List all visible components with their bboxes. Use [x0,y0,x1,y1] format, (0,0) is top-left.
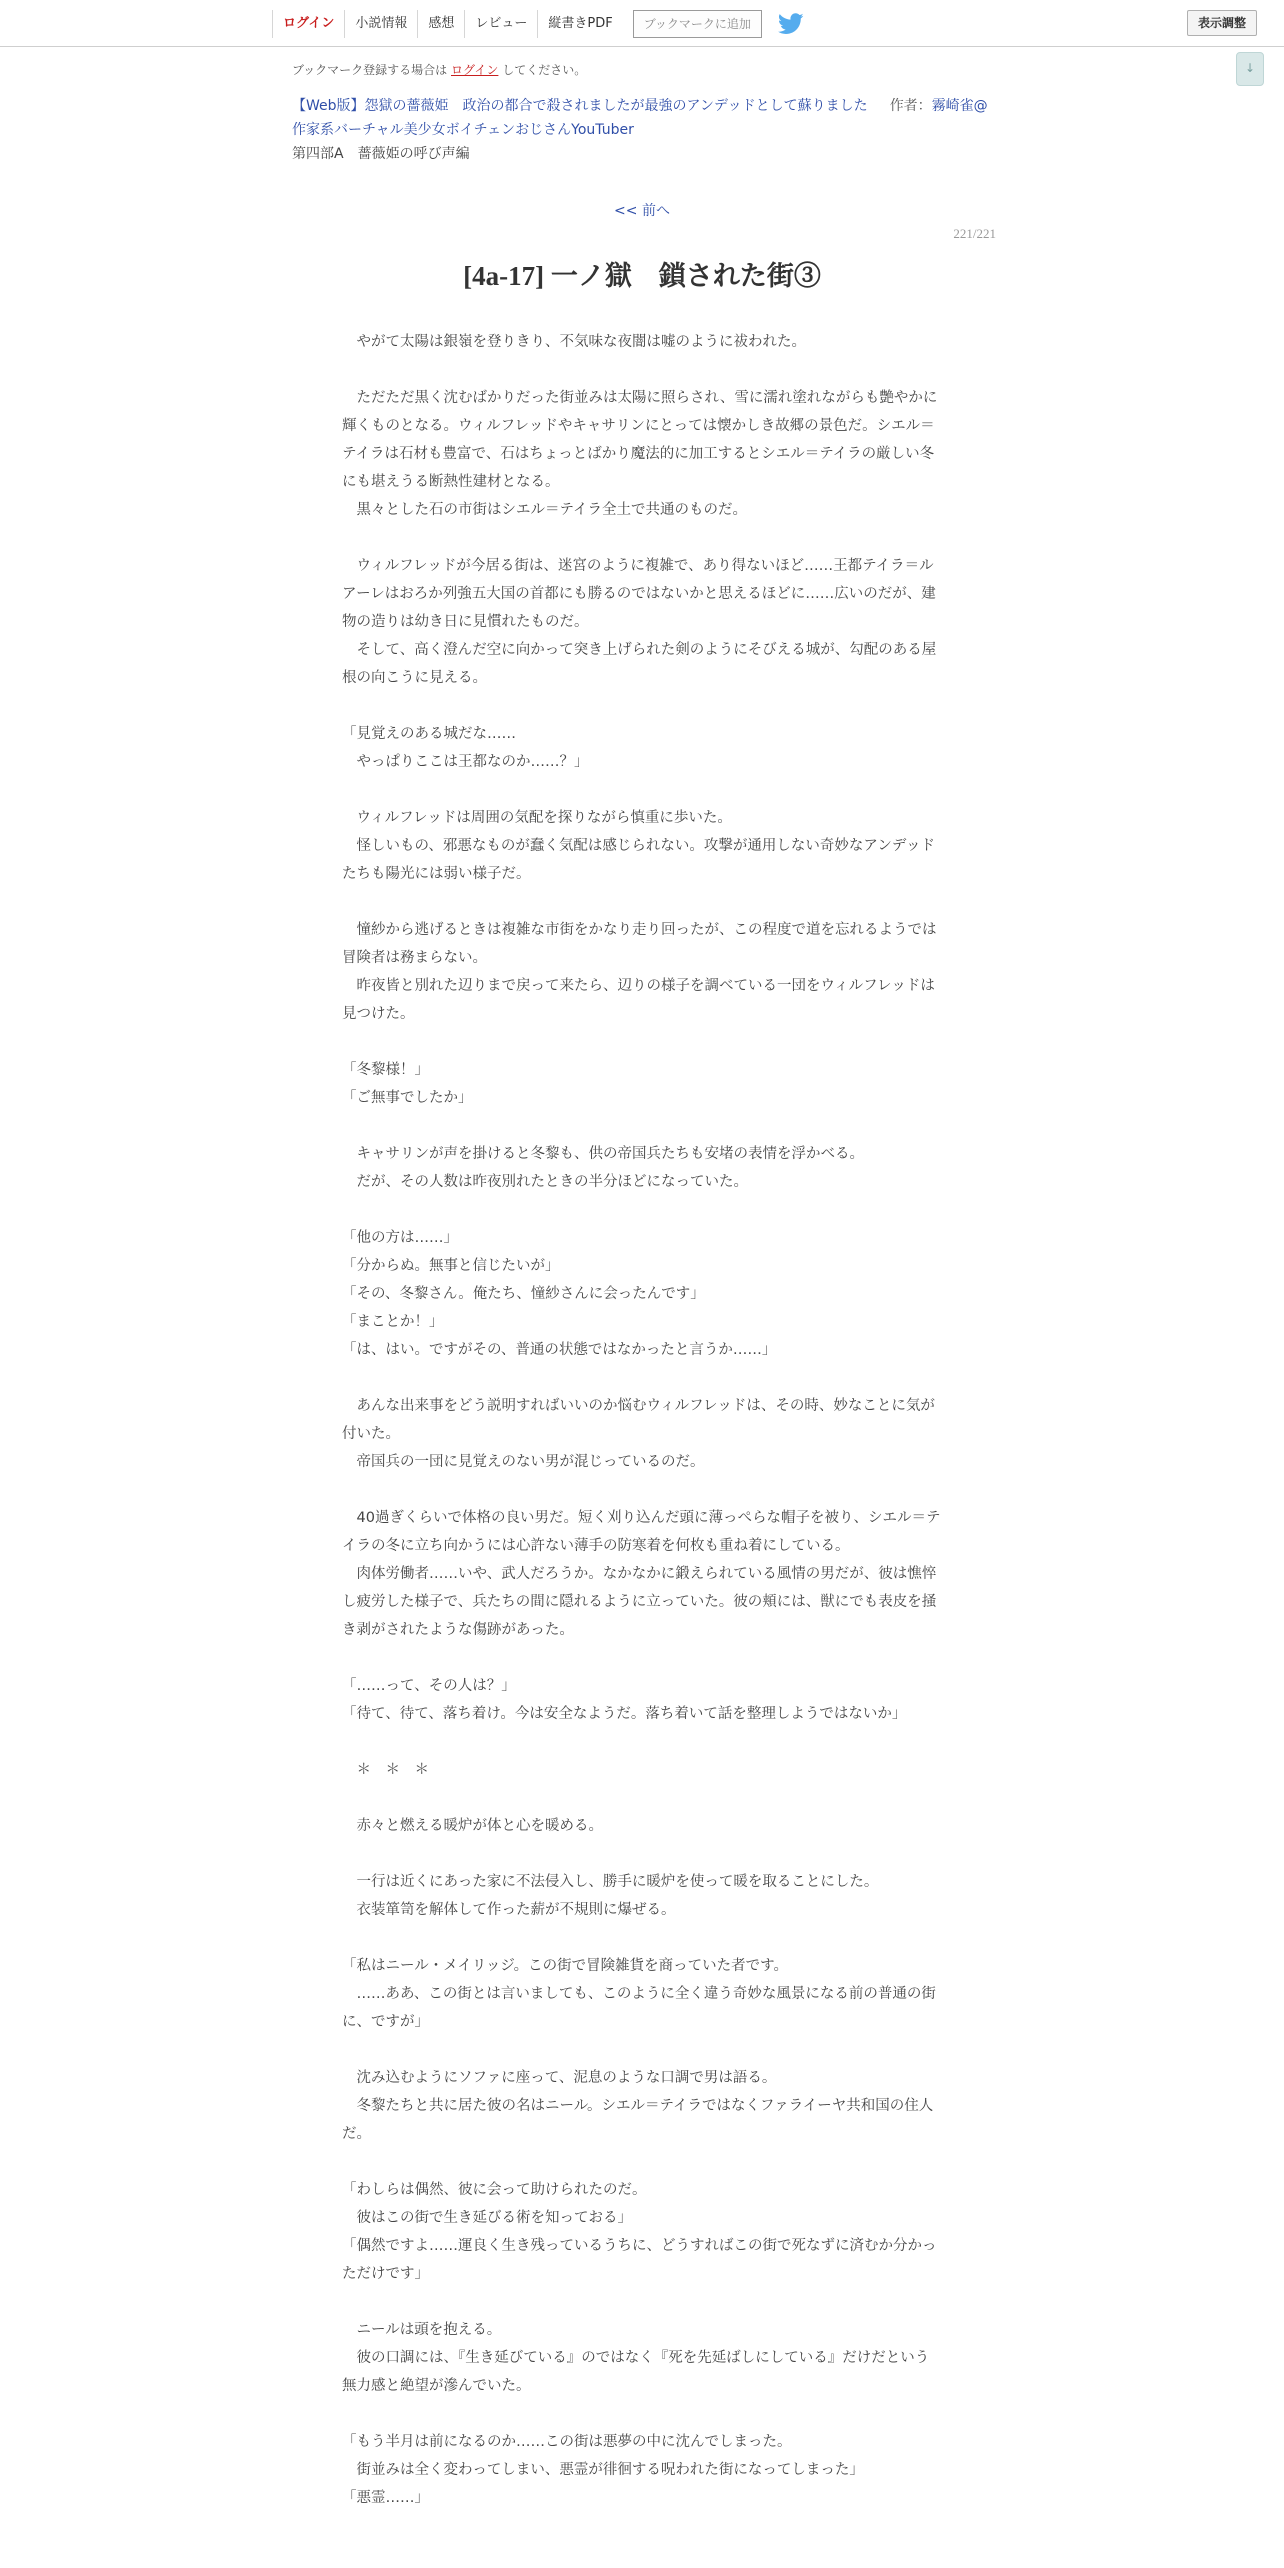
blank-line [342,1364,942,1392]
twitter-bird-icon[interactable] [778,13,804,35]
body-paragraph: ウィルフレッドは周囲の気配を探りながら慎重に歩いた。 [342,810,732,826]
body-paragraph: ……ああ、この街とは言いましても、このように全く違う奇妙な風景になる前の普通の街に、ですが」 [342,1986,936,2030]
body-paragraph: 「見覚えのある城だな…… [342,726,516,742]
body-paragraph: 彼はこの街で生き延びる術を知っておる」 [342,2210,632,2226]
nav-vertical-pdf[interactable]: 縦書きPDF [537,10,622,38]
novel-body [342,328,942,2512]
blank-line [342,2036,942,2064]
body-paragraph: ウィルフレッドが今居る街は、迷宮のように複雑で、あり得ないほど……王都テイラ＝ルアーレはおろか列強五大国の首都にも勝るのではないかと思えるほどに……広いのだが、建物の造りは幼き日に見慣れたものだ。 [342,558,936,630]
scroll-down-button[interactable]: ↓ [1236,52,1264,86]
notice-login-link[interactable]: ログイン [451,63,499,77]
body-paragraph: 「冬黎様！」 [342,1062,429,1078]
body-paragraph: やっぱりここは王都なのか……？」 [342,754,589,770]
author-link[interactable]: 霧崎雀@ [931,98,988,114]
body-paragraph: 「わしらは偶然、彼に会って助けられたのだ。 [342,2182,647,2198]
author-link-continued[interactable]: 作家系バーチャル美少女ボイチェンおじさんYouTuber [292,122,634,138]
author-label: 作者： [889,98,932,114]
body-paragraph: 「私はニール・メイリッジ。この街で冒険雑貨を商っていた者です。 [342,1958,789,1974]
body-paragraph: 40過ぎくらいで体格の良い男だ。短く刈り込んだ頭に薄っぺらな帽子を被り、シエル＝テイラの冬に立ち向かうには心許ない薄手の防寒着を何枚も重ね着にしている。 [342,1510,941,1554]
nav-impressions[interactable]: 感想 [417,10,464,38]
series-info [292,94,992,142]
novel-meta [292,60,992,166]
body-paragraph: だが、その人数は昨夜別れたときの半分ほどになっていた。 [342,1174,748,1190]
body-paragraph: 沈み込むようにソファに座って、泥息のような口調で男は語る。 [342,2070,777,2086]
body-paragraph: ただただ黒く沈むばかりだった街並みは太陽に照らされ、雪に濡れ塗れながらも艶やかに輝くものとなる。ウィルフレッドやキャサリンにとっては懐かしき故郷の景色だ。シエル＝テイラは石材も豊富で、石はちょっとばかり魔法的に加工するとシエル＝テイラの厳しい冬にも堪えうる断熱性建材となる。 [342,390,938,490]
blank-line [342,1728,942,1756]
body-paragraph: キャサリンが声を掛けると冬黎も、供の帝国兵たちも安堵の表情を浮かべる。 [342,1146,864,1162]
body-paragraph: 街並みは全く変わってしまい、悪霊が徘徊する呪われた街になってしまった」 [342,2462,864,2478]
body-paragraph: 「その、冬黎さん。俺たち、憧紗さんに会ったんです」 [342,1286,705,1302]
body-paragraph: 「もう半月は前になるのか……この街は悪夢の中に沈んでしまった。 [342,2434,792,2450]
blank-line [342,1924,942,1952]
nav-login[interactable]: ログイン [272,10,344,38]
body-paragraph: 黒々とした石の市街はシエル＝テイラ全土で共通のものだ。 [342,502,747,518]
blank-line [342,1476,942,1504]
chapter-counter: 221/221 [953,226,996,241]
blank-line [342,776,942,804]
top-header [0,0,1284,47]
body-paragraph: 「偶然ですよ……運良く生き残っているうちに、どうすればこの街で死なずに済むか分かっただけです」 [342,2238,937,2282]
body-paragraph: 「は、はい。ですがその、普通の状態ではなかったと言うか……」 [342,1342,777,1358]
blank-line [342,524,942,552]
body-paragraph: 「分からぬ。無事と信じたいが」 [342,1258,560,1274]
display-settings-button[interactable]: 表示調整 [1187,10,1257,36]
body-paragraph: 「……って、その人は？」 [342,1678,516,1694]
body-paragraph: 一行は近くにあった家に不法侵入し、勝手に暖炉を使って暖を取ることにした。 [342,1874,879,1890]
blank-line [342,2288,942,2316]
body-paragraph: あんな出来事をどう説明すればいいのか悩むウィルフレッドは、その時、妙なことに気が付いた。 [342,1398,935,1442]
nav-reviews[interactable]: レビュー [464,10,537,38]
body-paragraph: 「まことか！」 [342,1314,444,1330]
blank-line [342,1644,942,1672]
body-paragraph: 帝国兵の一団に見覚えのない男が混じっているのだ。 [342,1454,705,1470]
notice-prefix: ブックマーク登録する場合は [292,63,448,77]
blank-line [342,888,942,916]
body-paragraph: 憧紗から逃げるときは複雑な市街をかなり走り回ったが、この程度で道を忘れるようでは冒険者は務まらない。 [342,922,937,966]
body-paragraph: そして、高く澄んだ空に向かって突き上げられた剣のようにそびえる城が、勾配のある屋根の向こうに見える。 [342,642,937,686]
nav-novel-info[interactable]: 小説情報 [344,10,417,38]
body-paragraph: ＊ ＊ ＊ [342,1762,429,1778]
chapter-group-label: 第四部A 薔薇姫の呼び声編 [292,146,470,162]
blank-line [342,1784,942,1812]
blank-line [342,2400,942,2428]
body-paragraph: 衣装箪笥を解体して作った薪が不規則に爆ぜる。 [342,1902,676,1918]
body-paragraph: 怪しいもの、邪悪なものが蠢く気配は感じられない。攻撃が通用しない奇妙なアンデッドたちも陽光には弱い様子だ。 [342,838,936,882]
blank-line [342,1112,942,1140]
bookmark-login-notice [292,60,992,80]
blank-line [342,1840,942,1868]
body-paragraph: 冬黎たちと共に居た彼の名はニール。シエル＝テイラではなくファライーヤ共和国の住人だ。 [342,2098,934,2142]
body-paragraph: 彼の口調には、『生き延びている』のではなく『死を先延ばしにしている』だけだという無力感と絶望が滲んでいた。 [342,2350,930,2394]
body-paragraph: 「待て、待て、落ち着け。今は安全なようだ。落ち着いて話を整理しようではないか」 [342,1706,907,1722]
blank-line [342,1028,942,1056]
prev-chapter-link[interactable]: << 前へ [614,203,670,219]
body-paragraph: 昨夜皆と別れた辺りまで戻って来たら、辺りの様子を調べている一団をウィルフレッドは見つけた。 [342,978,935,1022]
notice-suffix: してください。 [502,63,587,77]
chapter-title: [4a-17] 一ノ獄 鎖された街③ [463,261,821,291]
body-paragraph: ニールは頭を抱える。 [342,2322,502,2338]
body-paragraph: やがて太陽は銀嶺を登りきり、不気味な夜闇は嘘のように祓われた。 [342,334,806,350]
blank-line [342,1196,942,1224]
body-paragraph: 肉体労働者……いや、武人だろうか。なかなかに鍛えられている風情の男だが、彼は憔悴し疲労した様子で、兵たちの間に隠れるように立っていた。彼の頬には、獣にでも表皮を掻き剥がされたような傷跡があった。 [342,1566,937,1638]
header-nav [272,10,804,38]
blank-line [342,2148,942,2176]
twitter-bird-icon-graphic [778,13,804,35]
body-paragraph: 「他の方は……」 [342,1230,458,1246]
body-paragraph: 「悪霊……」 [342,2490,429,2506]
add-bookmark-button[interactable]: ブックマークに追加 [633,10,762,38]
body-paragraph: 「ご無事でしたか」 [342,1090,473,1106]
series-title-link[interactable]: 【Web版】怨獄の薔薇姫 政治の都合で殺されましたが最強のアンデッドとして蘇りました [292,98,868,114]
blank-line [342,692,942,720]
body-paragraph: 赤々と燃える暖炉が体と心を暖める。 [342,1818,603,1834]
blank-line [342,356,942,384]
